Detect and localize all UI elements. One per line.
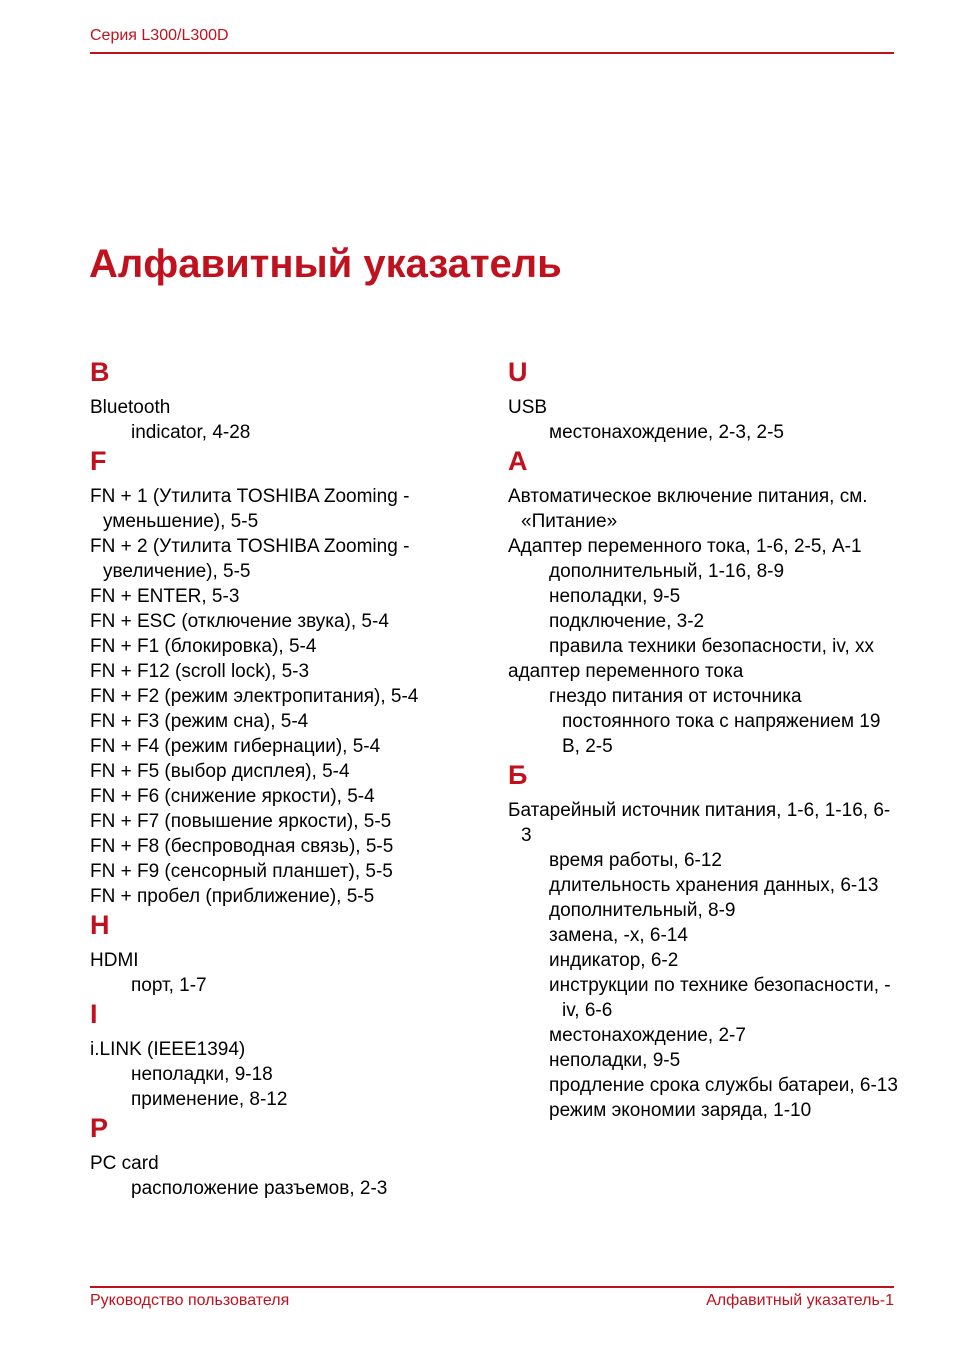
index-subentry: гнездо питания от источника постоянного тока с напряжением 19 В, 2-5 — [549, 686, 881, 757]
index-entry: Адаптер переменного тока, 1-6, 2-5, A-1 — [508, 536, 862, 557]
index-section-letter: F — [90, 446, 107, 476]
index-entry: FN + F6 (снижение яркости), 5-4 — [90, 786, 375, 807]
index-column-right — [508, 356, 898, 1123]
index-entry: HDMI — [90, 950, 139, 971]
index-subentry: правила техники безопасности, iv, xx — [549, 636, 875, 657]
index-entry: Автоматическое включение питания, см. «Питание» — [508, 486, 868, 532]
index-subentry: местонахождение, 2-7 — [549, 1025, 746, 1046]
index-subentry: неполадки, 9-5 — [549, 586, 681, 607]
index-entry: FN + ENTER, 5-3 — [90, 586, 240, 607]
index-entry: Батарейный источник питания, 1-6, 1-16, 6-3 — [508, 800, 891, 846]
index-section-letter: B — [90, 357, 110, 387]
index-entry: FN + F3 (режим сна), 5-4 — [90, 711, 309, 732]
index-subentry: индикатор, 6-2 — [549, 950, 679, 971]
page-title: Алфавитный указатель — [89, 242, 562, 286]
index-entry: FN + F12 (scroll lock), 5-3 — [90, 661, 310, 682]
index-entry: FN + F9 (сенсорный планшет), 5-5 — [90, 861, 393, 882]
index-column-left — [90, 356, 470, 1201]
index-section-letter: I — [90, 999, 98, 1029]
index-entry: PC card — [90, 1153, 159, 1174]
index-subentry: продление срока службы батареи, 6-13 — [549, 1075, 898, 1096]
index-subentry: неполадки, 9-18 — [131, 1064, 273, 1085]
index-section-letter: U — [508, 357, 528, 387]
footer-rule — [90, 1286, 894, 1288]
index-subentry: режим экономии заряда, 1-10 — [549, 1100, 812, 1121]
index-section-letter: P — [90, 1113, 109, 1143]
header-rule — [90, 52, 894, 54]
index-subentry: неполадки, 9-5 — [549, 1050, 681, 1071]
index-subentry: indicator, 4-28 — [131, 422, 251, 443]
index-entry: FN + ESC (отключение звука), 5-4 — [90, 611, 389, 632]
index-entry: FN + 1 (Утилита TOSHIBA Zooming - уменьшение), 5-5 — [90, 486, 410, 532]
index-subentry: расположение разъемов, 2-3 — [131, 1178, 388, 1199]
index-entry: FN + F2 (режим электропитания), 5-4 — [90, 686, 419, 707]
index-entry: FN + 2 (Утилита TOSHIBA Zooming - увеличение), 5-5 — [90, 536, 410, 582]
index-section-letter: А — [508, 446, 528, 476]
index-subentry: длительность хранения данных, 6-13 — [549, 875, 879, 896]
index-entry: FN + F8 (беспроводная связь), 5-5 — [90, 836, 394, 857]
index-entry: адаптер переменного тока — [508, 661, 744, 682]
index-section-letter: Б — [508, 760, 528, 790]
index-entry: i.LINK (IEEE1394) — [90, 1039, 246, 1060]
index-subentry: местонахождение, 2-3, 2-5 — [549, 422, 784, 443]
index-subentry: применение, 8-12 — [131, 1089, 288, 1110]
index-subentry: подключение, 3-2 — [549, 611, 705, 632]
index-section-letter: H — [90, 910, 110, 940]
index-entry: FN + F5 (выбор дисплея), 5-4 — [90, 761, 350, 782]
index-entry: FN + F1 (блокировка), 5-4 — [90, 636, 317, 657]
index-subentry: время работы, 6-12 — [549, 850, 722, 871]
running-header: Серия L300/L300D — [90, 27, 229, 44]
index-subentry: дополнительный, 8-9 — [549, 900, 736, 921]
index-entry: FN + F7 (повышение яркости), 5-5 — [90, 811, 392, 832]
index-entry: FN + пробел (приближение), 5-5 — [90, 886, 375, 907]
footer-manual-title: Руководство пользователя — [90, 1292, 290, 1309]
index-subentry: порт, 1-7 — [131, 975, 207, 996]
index-entry: Bluetooth — [90, 397, 171, 418]
index-subentry: дополнительный, 1-16, 8-9 — [549, 561, 785, 582]
footer-page-number: Алфавитный указатель-1 — [706, 1292, 894, 1309]
index-entry: USB — [508, 397, 548, 418]
index-entry: FN + F4 (режим гибернации), 5-4 — [90, 736, 381, 757]
index-subentry: замена, -x, 6-14 — [549, 925, 688, 946]
index-subentry: инструкции по технике безопасности, -iv, 6-6 — [549, 975, 891, 1021]
